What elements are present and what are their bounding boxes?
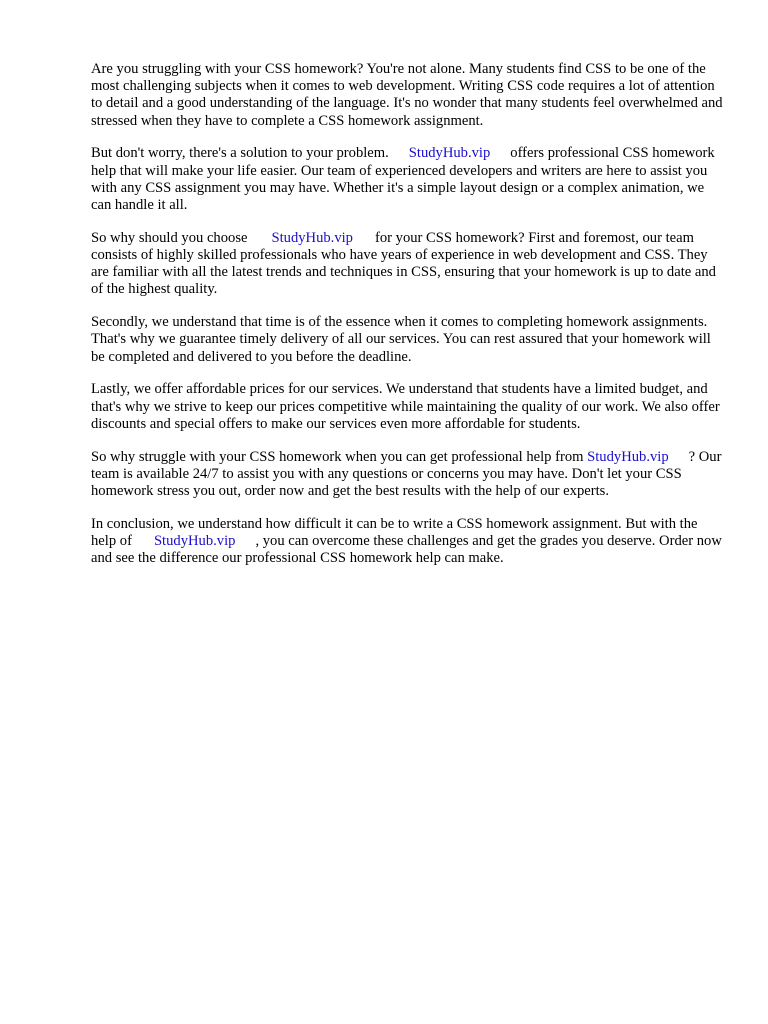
studyhub-link[interactable]: StudyHub.vip [408, 145, 491, 162]
studyhub-link[interactable]: StudyHub.vip [153, 533, 236, 550]
studyhub-link[interactable]: StudyHub.vip [587, 448, 669, 465]
paragraph-text: for your CSS homework? First and foremost, our team consists of highly skilled professionals who have years of experience in web development and CSS. They are familiar with all the latest trends and techniques in CSS, ensuring that your homework is up to date and of the highest quality. [91, 229, 716, 298]
paragraph-text: So why struggle with your CSS homework when you can get professional help from [91, 448, 584, 465]
paragraph-text: , you can overcome these challenges and get the grades you deserve. Order now and see the difference our professional CSS homework help can make. [91, 533, 722, 567]
paragraph-text: In conclusion, we understand how difficult it can be to write a CSS homework assignment. But with the help of [91, 515, 698, 550]
paragraph-conclusion [91, 516, 723, 568]
document-body [91, 61, 723, 583]
paragraph-affordable-prices: Lastly, we offer affordable prices for our services. We understand that students have a limited budget, and that's why we strive to keep our prices competitive while maintaining the quality of our work. We also offer discounts and special offers to make our services even more affordable for students. [91, 381, 720, 432]
paragraph-text: offers professional CSS homework help that will make your life easier. Our team of experienced developers and writers are here to assist you with any CSS assignment you may have. Whether it's a simple layout design or a complex animation, we can handle it all. [91, 145, 715, 214]
paragraph-solution [91, 145, 723, 214]
paragraph-text: ? Our team is available 24/7 to assist you with any questions or concerns you may have. Don't let your CSS homework stress you out, order now and get the best results with the help of our experts. [91, 448, 722, 500]
paragraph-text: So why should you choose [91, 229, 248, 246]
paragraph-text: But don't worry, there's a solution to your problem. [91, 145, 389, 162]
paragraph-why-struggle [91, 449, 723, 501]
studyhub-link[interactable]: StudyHub.vip [271, 229, 353, 246]
paragraph-intro: Are you struggling with your CSS homework? You're not alone. Many students find CSS to be one of the most challenging subjects when it comes to web development. Writing CSS code requires a lot of attention to detail and a good understanding of the language. It's no wonder that many students feel overwhelmed and stressed when they have to complete a CSS homework assignment. [91, 61, 723, 129]
paragraph-why-choose [91, 230, 723, 299]
paragraph-timely-delivery: Secondly, we understand that time is of the essence when it comes to completing homework assignments. That's why we guarantee timely delivery of all our services. You can rest assured that your homework will be completed and delivered to you before the deadline. [91, 314, 711, 365]
